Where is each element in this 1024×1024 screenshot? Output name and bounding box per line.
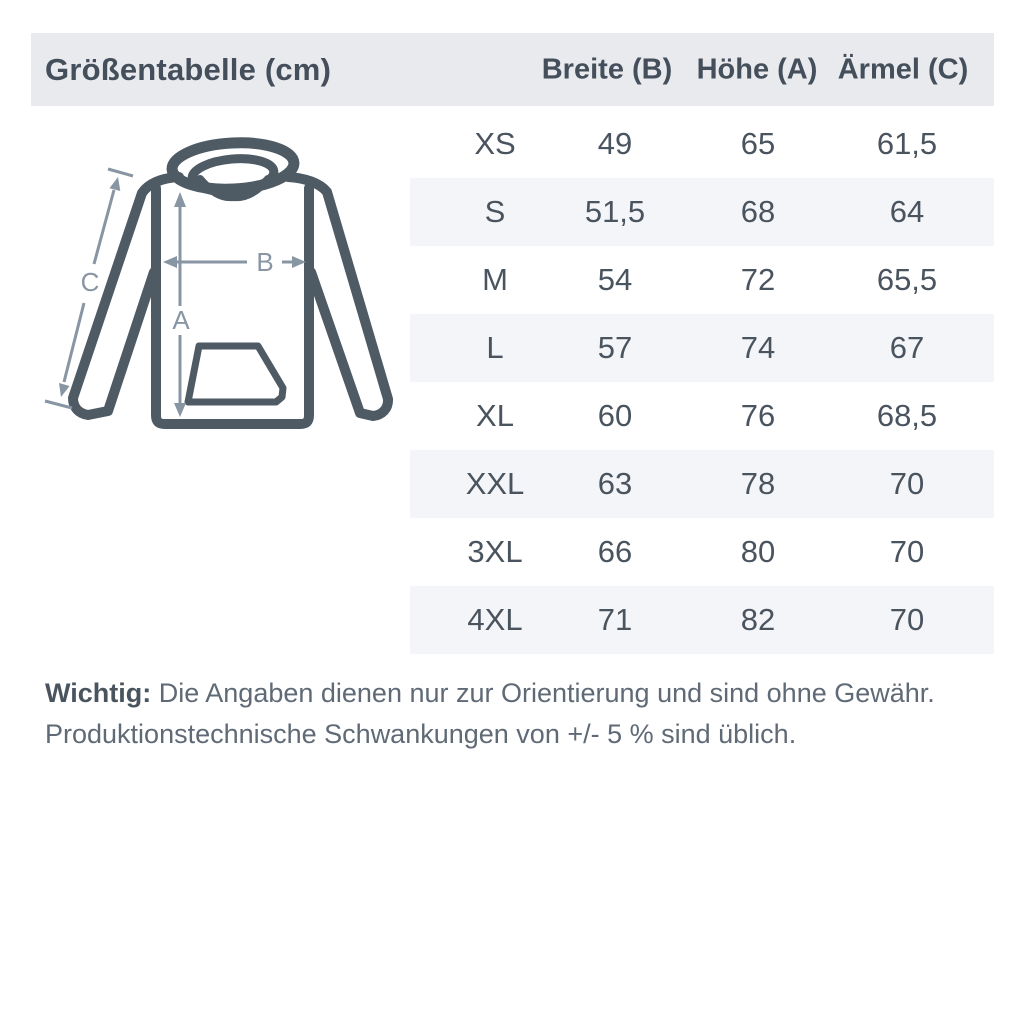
aermel-value: 64: [889, 194, 925, 229]
hoehe-value: 68: [740, 194, 776, 229]
table-row-s: [410, 178, 994, 246]
hoehe-value: 72: [740, 262, 776, 297]
table-row-3xl: [410, 518, 994, 586]
table-row-l: [410, 314, 994, 382]
hoehe-value: 74: [740, 330, 776, 365]
aermel-value: 67: [889, 330, 925, 365]
aermel-value: 70: [889, 602, 925, 637]
size-label: L: [486, 330, 504, 365]
breite-value: 51,5: [584, 194, 646, 229]
disclaimer-bold-label: Wichtig:: [45, 678, 152, 708]
table-header-band: [31, 33, 994, 106]
table-row-xs: [410, 110, 994, 178]
size-label: M: [482, 262, 508, 297]
hoehe-value: 65: [740, 126, 776, 161]
label-c: C: [80, 267, 100, 297]
breite-value: 71: [597, 602, 633, 637]
aermel-value: 70: [889, 534, 925, 569]
breite-value: 63: [597, 466, 633, 501]
size-label: 3XL: [467, 534, 523, 569]
table-row-xxl: [410, 450, 994, 518]
size-label: S: [484, 194, 506, 229]
disclaimer-line-2: Produktionstechnische Schwankungen von +/- 5 % sind üblich.: [45, 719, 797, 749]
size-label: XS: [474, 126, 516, 161]
table-row-xl: [410, 382, 994, 450]
size-label: XL: [476, 398, 514, 433]
breite-value: 49: [597, 126, 633, 161]
aermel-value: 68,5: [876, 398, 938, 433]
disclaimer-line-1: [45, 673, 985, 714]
breite-value: 60: [597, 398, 633, 433]
column-header-aermel: Ärmel (C): [837, 53, 969, 85]
table-row-m: [410, 246, 994, 314]
aermel-value: 70: [889, 466, 925, 501]
dimension-arrow-b: [163, 256, 306, 268]
hoodie-pocket: [188, 346, 283, 402]
label-a: A: [172, 305, 190, 335]
breite-value: 54: [597, 262, 633, 297]
page-title: Größentabelle (cm): [45, 51, 332, 87]
column-header-hoehe: Höhe (A): [696, 53, 818, 85]
hoodie-right-sleeve: [288, 177, 388, 416]
size-label: XXL: [465, 466, 525, 501]
hoehe-value: 80: [740, 534, 776, 569]
table-row-4xl: [410, 586, 994, 654]
hoehe-value: 76: [740, 398, 776, 433]
size-table: [410, 110, 994, 654]
disclaimer-text-1: Die Angaben dienen nur zur Orientierung und sind ohne Gewähr.: [158, 678, 935, 708]
label-b: B: [256, 247, 274, 277]
aermel-value: 65,5: [876, 262, 938, 297]
column-header-breite: Breite (B): [541, 53, 673, 85]
aermel-value: 61,5: [876, 126, 938, 161]
breite-value: 57: [597, 330, 633, 365]
hoehe-value: 78: [740, 466, 776, 501]
disclaimer-note: [45, 673, 985, 755]
hoodie-diagram: [30, 120, 420, 450]
breite-value: 66: [597, 534, 633, 569]
size-label: 4XL: [467, 602, 523, 637]
hoehe-value: 82: [740, 602, 776, 637]
